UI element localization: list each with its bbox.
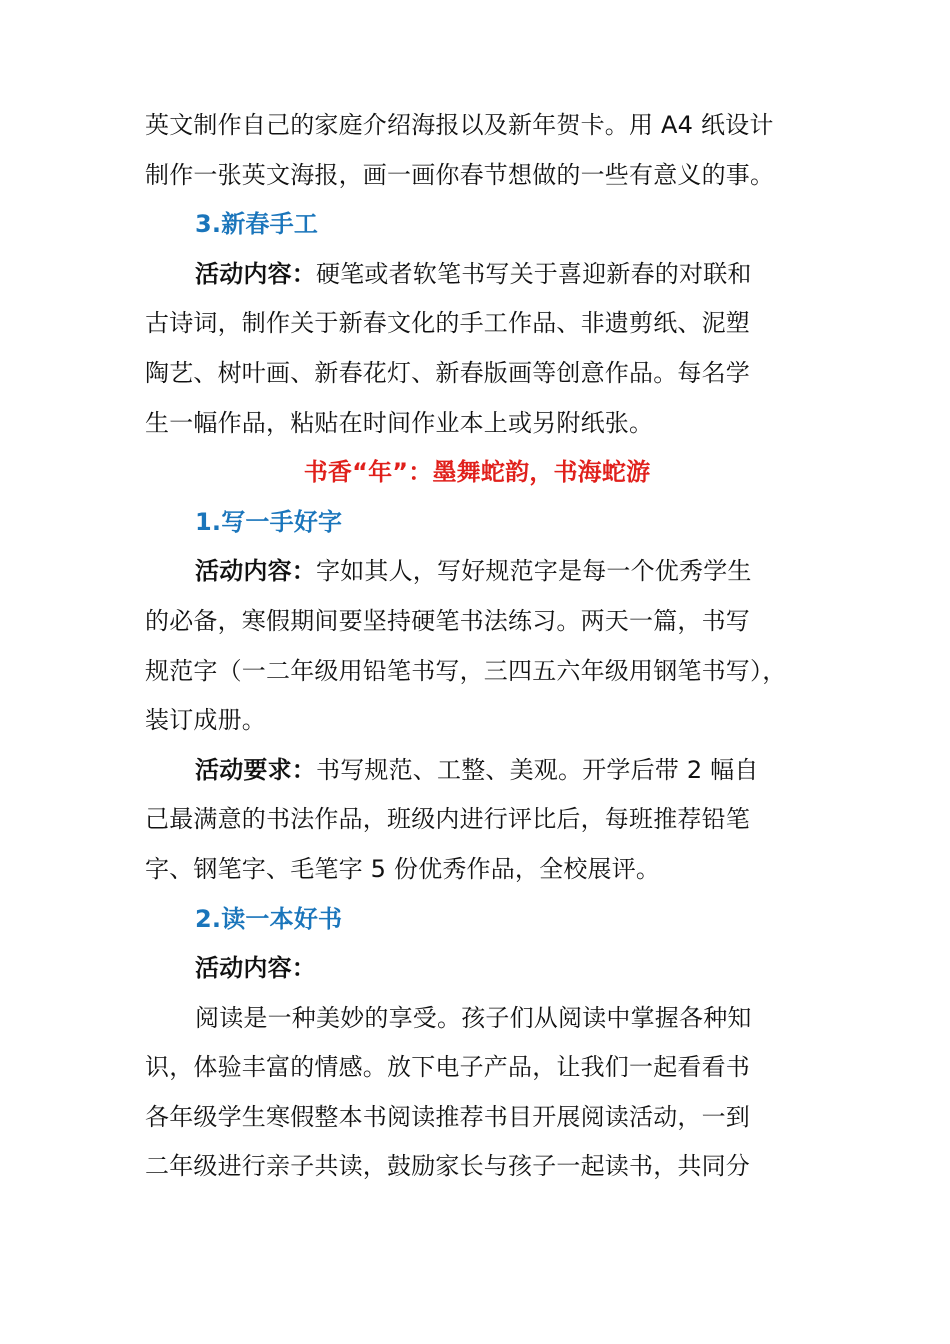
line-text: 书香“年”：墨舞蛇韵，书海蛇游	[303, 458, 651, 487]
section-heading	[145, 498, 845, 548]
paragraph-line	[145, 597, 845, 647]
paragraph-line	[145, 399, 845, 449]
paragraph-line	[145, 101, 845, 151]
line-text: 硬笔或者软笔书写关于喜迎新春的对联和	[316, 259, 752, 288]
line-text: 陶艺、树叶画、新春花灯、新春版画等创意作品。每名学	[145, 358, 750, 387]
field-label: 活动内容：	[195, 259, 316, 288]
section-heading	[145, 895, 845, 945]
line-text: 各年级学生寒假整本书阅读推荐书目开展阅读活动，一到	[145, 1102, 750, 1131]
section-heading	[145, 200, 845, 250]
line-text: 字如其人，写好规范字是每一个优秀学生	[316, 557, 752, 586]
paragraph-line	[145, 845, 845, 895]
paragraph-line	[145, 547, 845, 597]
line-text: 识，体验丰富的情感。放下电子产品，让我们一起看看书	[145, 1053, 750, 1082]
paragraph-line	[145, 944, 845, 994]
line-text: 制作一张英文海报，画一画你春节想做的一些有意义的事。	[145, 160, 775, 189]
line-text: 的必备，寒假期间要坚持硬笔书法练习。两天一篇，书写	[145, 606, 750, 635]
paragraph-line	[145, 1142, 845, 1192]
line-text: 1.写一手好字	[195, 507, 343, 536]
paragraph-line	[145, 250, 845, 300]
paragraph-line	[145, 994, 845, 1044]
line-text: 生一幅作品，粘贴在时间作业本上或另附纸张。	[145, 408, 654, 437]
line-text: 3.新春手工	[195, 210, 319, 239]
paragraph-line	[145, 1093, 845, 1143]
field-label: 活动内容：	[195, 954, 316, 983]
line-text: 字、钢笔字、毛笔字 5 份优秀作品，全校展评。	[145, 854, 661, 883]
paragraph-line	[145, 1043, 845, 1093]
paragraph-line	[145, 647, 845, 697]
line-text: 古诗词，制作关于新春文化的手工作品、非遗剪纸、泥塑	[145, 309, 750, 338]
paragraph-line	[145, 795, 845, 845]
document-page	[145, 101, 845, 1192]
chapter-heading	[145, 448, 809, 498]
paragraph-line	[145, 151, 845, 201]
line-text: 二年级进行亲子共读，鼓励家长与孩子一起读书，共同分	[145, 1152, 750, 1181]
line-text: 2.读一本好书	[195, 904, 343, 933]
paragraph-line	[145, 349, 845, 399]
paragraph-line	[145, 696, 845, 746]
line-text: 装订成册。	[145, 706, 266, 735]
line-text: 规范字（一二年级用铅笔书写，三四五六年级用钢笔书写），	[145, 656, 787, 685]
line-text: 书写规范、工整、美观。开学后带 2 幅自	[316, 755, 759, 784]
field-label: 活动要求：	[195, 755, 316, 784]
line-text: 英文制作自己的家庭介绍海报以及新年贺卡。用 A4 纸设计	[145, 111, 774, 139]
paragraph-line	[145, 299, 845, 349]
field-label: 活动内容：	[195, 557, 316, 586]
paragraph-line	[145, 746, 845, 796]
line-text: 己最满意的书法作品，班级内进行评比后，每班推荐铅笔	[145, 805, 750, 834]
line-text: 阅读是一种美妙的享受。孩子们从阅读中掌握各种知	[195, 1003, 752, 1032]
